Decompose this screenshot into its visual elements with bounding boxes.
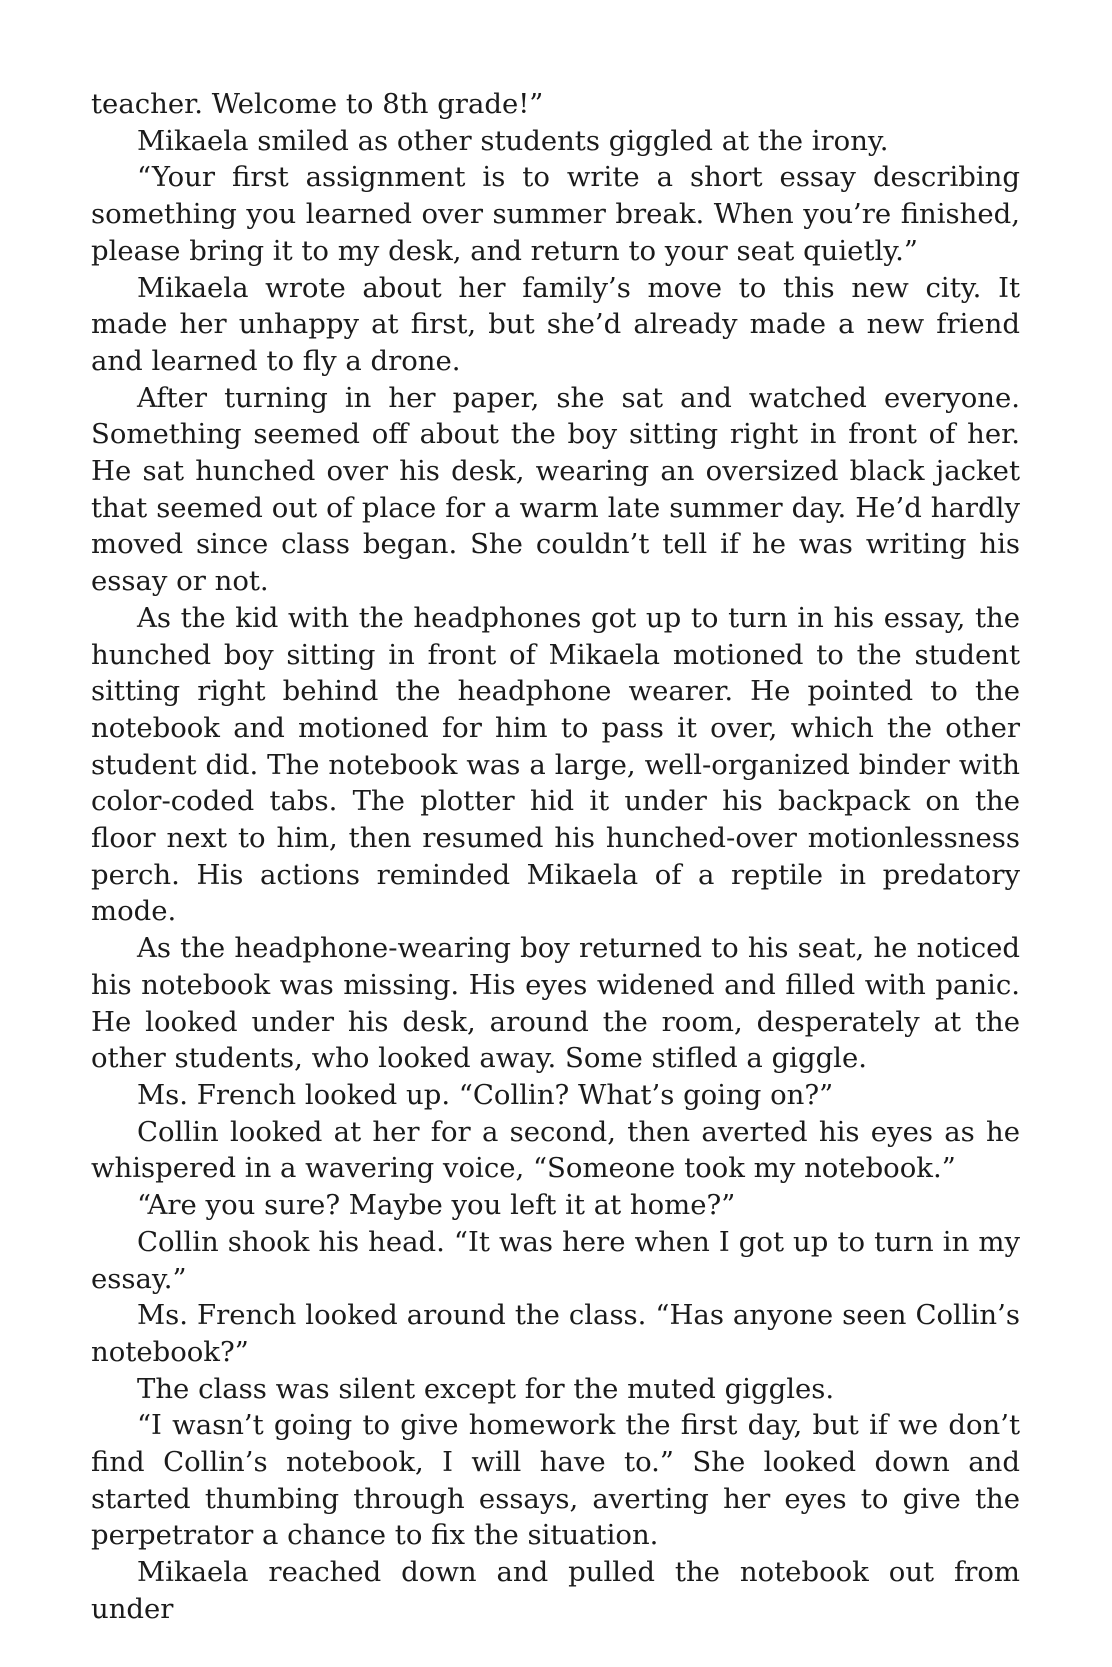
paragraph-continues-next-page: Mikaela reached down and pulled the notebook out from under — [91, 1556, 1020, 1625]
paragraph: The class was silent except for the muted giggles. — [137, 1372, 835, 1405]
paragraph: Collin shook his head. “It was here when I got up to turn in my essay.” — [91, 1225, 1020, 1295]
paragraph: After turning in her paper, she sat and watched everyone. Something seemed off about the boy sitting right in front of her. He sat hunched over his desk, wearing an oversized black jacket that seemed out of place for a warm late summer day. He’d hardly moved since class began. She couldn’t tell if he was writing his essay or not. — [91, 381, 1020, 598]
paragraph: Mikaela wrote about her family’s move to this new city. It made her unhappy at first, but she’d already made a new friend and learned to fly a drone. — [91, 271, 1020, 377]
paragraph: As the headphone-wearing boy returned to his seat, he noticed his notebook was missing. His eyes widened and filled with panic. He looked under his desk, around the room, desperately at the other students, who looked away. Some stifled a giggle. — [91, 932, 1020, 1075]
book-page-text — [91, 86, 1020, 1628]
paragraph: Mikaela smiled as other students giggled at the irony. — [137, 124, 889, 157]
paragraph-continuation: teacher. Welcome to 8th grade!” — [91, 88, 544, 120]
paragraph: “Are you sure? Maybe you left it at home?” — [137, 1189, 736, 1222]
paragraph: “I wasn’t going to give homework the first day, but if we don’t find Collin’s notebook, I will have to.” She looked down and started thumbing through essays, averting her eyes to give the perpetrator a chance to fix the situation. — [91, 1409, 1020, 1552]
paragraph: Ms. French looked around the class. “Has anyone seen Collin’s notebook?” — [91, 1299, 1020, 1368]
paragraph: As the kid with the headphones got up to turn in his essay, the hunched boy sitting in front of Mikaela motioned to the student sitting right behind the headphone wearer. He pointed to the notebook and motioned for him to pass it over, which the other student did. The notebook was a large, well-organized binder with color-coded tabs. The plotter hid it under his backpack on the floor next to him, then resumed his hunched-over motionlessness perch. His actions reminded Mikaela of a reptile in predatory mode. — [91, 601, 1020, 928]
paragraph: Ms. French looked up. “Collin? What’s going on?” — [137, 1078, 834, 1111]
paragraph: Collin looked at her for a second, then averted his eyes as he whispered in a wavering voice, “Someone took my notebook.” — [91, 1115, 1020, 1185]
paragraph: “Your first assignment is to write a short essay describing something you learned over summer break. When you’re finished, please bring it to my desk, and return to your seat quietly.” — [91, 161, 1020, 267]
